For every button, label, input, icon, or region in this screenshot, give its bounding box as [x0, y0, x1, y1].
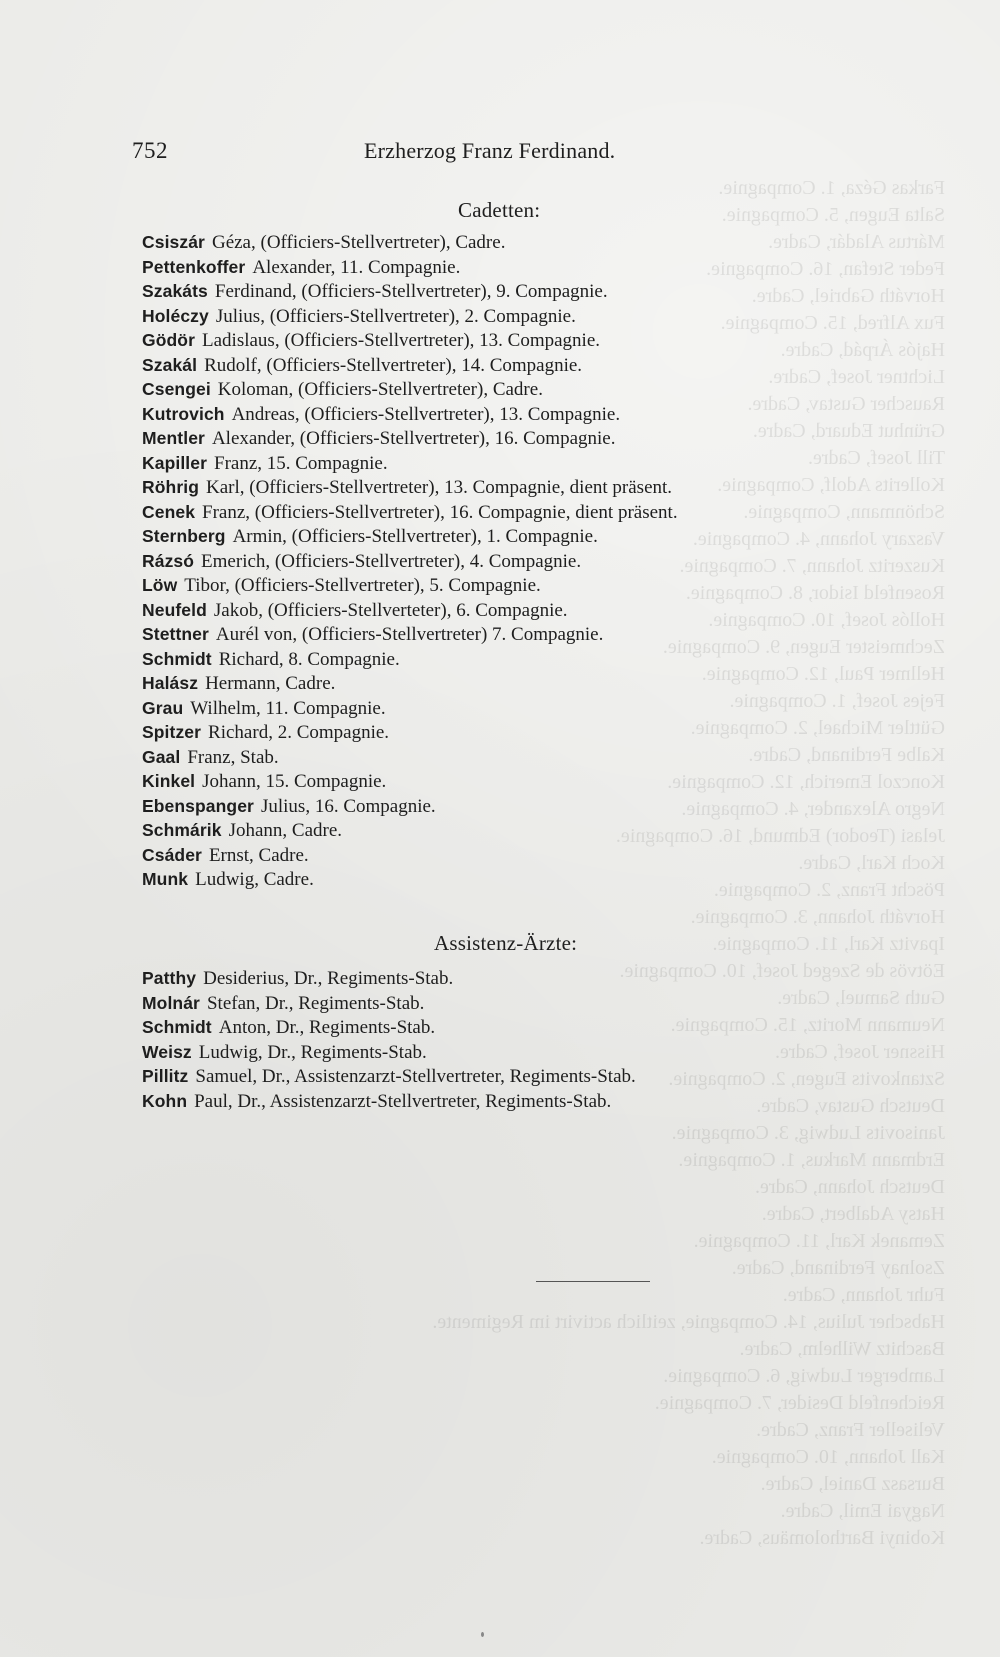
entry-detail: Wilhelm, 11. Compagnie.	[190, 697, 386, 719]
entry-surname: Csengei	[142, 379, 211, 399]
entry-detail: Emerich, (Officiers-Stellvertreter), 4. Compagnie.	[201, 550, 582, 572]
assistenz-aerzte-list	[142, 966, 636, 1113]
bleed-through-line: Zemanek Karl, 11. Compagnie.	[693, 1230, 945, 1252]
entry-detail: Rudolf, (Officiers-Stellvertreter), 14. Compagnie.	[204, 354, 583, 376]
bleed-through-line: Güttler Michael, 2. Compagnie.	[690, 717, 945, 739]
bleed-through-line: Hatsy Adalbert, Cadre.	[761, 1203, 945, 1225]
entry-detail: Ladislaus, (Officiers-Stellvertreter), 13. Compagnie.	[202, 330, 600, 351]
bleed-through-line: Grünhut Eduard, Cadre.	[752, 420, 945, 442]
bleed-through-line: Hajós Árpád, Cadre.	[780, 339, 945, 361]
bleed-through-line: Negro Alexander, 4. Compagnie.	[681, 798, 945, 820]
entry-detail: Franz, Stab.	[187, 746, 279, 768]
entry-surname: Sternberg	[142, 526, 226, 546]
entry-surname: Stettner	[142, 624, 209, 644]
bleed-through-line: Hissner Josef, Cadre.	[775, 1041, 945, 1063]
bleed-through-line: Ipavitz Karl, 11. Compagnie.	[712, 933, 945, 955]
bleed-through-line: Kalbe Ferdinand, Cadre.	[748, 744, 945, 766]
bleed-through-line: Veliseller Franz, Cadre.	[756, 1419, 945, 1441]
entry-detail: Alexander, (Officiers-Stellvertreter), 16. Compagnie.	[211, 428, 616, 449]
cadet-entry	[142, 353, 678, 378]
bleed-through-line: Guth Samuel, Cadre.	[777, 987, 945, 1009]
bleed-through-line: Hellmer Paul, 12. Compagnie.	[701, 663, 945, 685]
bleed-through-line: Nagyai Emil, Cadre.	[780, 1500, 945, 1522]
cadet-entry	[142, 647, 678, 672]
entry-surname: Röhrig	[142, 477, 199, 497]
bleed-through-line: Kall Johann, 10. Compagnie.	[711, 1446, 945, 1468]
cadet-entry	[142, 720, 678, 745]
arzt-entry	[142, 991, 636, 1016]
bleed-through-line: Sztankovits Eugen, 2. Compagnie.	[668, 1068, 945, 1090]
bleed-through-line: Kobinyi Bartholomäus, Cadre.	[699, 1527, 945, 1549]
entry-detail: Armin, (Officiers-Stellvertreter), 1. Compagnie.	[232, 526, 598, 547]
arzt-entry	[142, 1064, 636, 1089]
arzt-entry	[142, 1040, 636, 1065]
entry-detail: Hermann, Cadre.	[205, 673, 336, 694]
entry-surname: Pillitz	[142, 1066, 189, 1086]
entry-surname: Halász	[142, 673, 199, 693]
cadet-entry	[142, 451, 678, 476]
cadet-entry	[142, 328, 678, 353]
bleed-through-line: Erdmann Markus, 1. Compagnie.	[678, 1149, 945, 1171]
entry-surname: Neufeld	[142, 599, 207, 620]
entry-detail: Géza, (Officiers-Stellvertreter), Cadre.	[211, 232, 506, 253]
cadet-entry	[142, 696, 678, 721]
entry-surname: Patthy	[142, 968, 197, 988]
entry-surname: Munk	[142, 869, 189, 889]
entry-detail: Paul, Dr., Assistenzarzt-Stellvertreter, Regiments-Stab.	[194, 1090, 612, 1112]
bleed-through-line: Jelasi (Teodor) Edmund, 16. Compagnie.	[615, 825, 945, 847]
bleed-through-line: Rosenfeld Isidor, 8. Compagnie.	[685, 582, 945, 604]
bleed-through-line: Schönmann, Compagnie.	[743, 501, 945, 523]
entry-surname: Kohn	[142, 1090, 188, 1111]
entry-surname: Grau	[142, 697, 184, 718]
cadet-entry	[142, 818, 678, 843]
cadet-entry	[142, 304, 678, 329]
page-header	[132, 138, 632, 178]
entry-surname: Kinkel	[142, 771, 196, 791]
entry-detail: Ernst, Cadre.	[208, 844, 309, 866]
bleed-through-line: Konczol Emerich, 12. Compagnie.	[667, 771, 945, 793]
cadet-entry	[142, 377, 678, 402]
running-head: Erzherzog Franz Ferdinand.	[364, 138, 616, 163]
entry-detail: Ludwig, Cadre.	[195, 869, 314, 890]
entry-detail: Johann, 15. Compagnie.	[202, 771, 387, 792]
entry-detail: Samuel, Dr., Assistenzarzt-Stellvertreter, Regiments-Stab.	[195, 1066, 636, 1087]
entry-surname: Holéczy	[142, 305, 209, 326]
bleed-through-line: Mártus Aladár, Cadre.	[768, 231, 945, 253]
bleed-through-line: Pöscht Franz, 2. Compagnie.	[713, 879, 945, 901]
entry-detail: Franz, (Officiers-Stellvertreter), 16. Compagnie, dient präsent.	[202, 501, 678, 523]
entry-detail: Tibor, (Officiers-Stellvertreter), 5. Compagnie.	[184, 575, 541, 596]
bleed-through-line: Koch Karl, Cadre.	[798, 852, 945, 874]
bleed-through-line: Baschitz Wilhelm, Cadre.	[739, 1338, 945, 1360]
entry-surname: Gödör	[142, 330, 195, 350]
separator-rule	[536, 1281, 650, 1282]
entry-detail: Ferdinand, (Officiers-Stellvertreter), 9. Compagnie.	[214, 281, 608, 302]
cadetten-list	[142, 230, 678, 892]
bleed-through-line: Habscher Julius, 14. Compagnie, zeitlich activirt im Regimente.	[432, 1311, 945, 1333]
cadet-entry	[142, 426, 678, 451]
bleed-through-line: Janisovits Ludwig, 3. Compagnie.	[671, 1122, 945, 1144]
bleed-through-line: Horváth Gabriel, Cadre.	[751, 285, 945, 307]
bleed-through-line: Reichenfeld Desider, 7. Compagnie.	[654, 1392, 945, 1414]
cadet-entry	[142, 843, 678, 868]
bleed-through-line: Neumann Moritz, 15. Compagnie.	[670, 1014, 945, 1036]
entry-surname: Kutrovich	[142, 403, 225, 424]
bleed-through-line: Bursasz Daniel, Cadre.	[760, 1473, 945, 1495]
entry-surname: Mentler	[142, 428, 205, 448]
bleed-through-line: Eötvös de Szeged Josef, 10. Compagnie.	[619, 960, 945, 982]
bleed-through-line: Salta Eugen, 5. Compagnie.	[721, 204, 945, 226]
entry-surname: Pettenkoffer	[142, 256, 246, 277]
cadet-entry	[142, 524, 678, 549]
entry-detail: Anton, Dr., Regiments-Stab.	[218, 1017, 436, 1038]
entry-surname: Kapiller	[142, 452, 207, 473]
bleed-through-line: Rauscher Gustav, Cadre.	[747, 393, 945, 415]
entry-surname: Szakál	[142, 354, 198, 375]
cadet-entry	[142, 475, 678, 500]
bleed-through-line: Deutsch Gustav, Cadre.	[756, 1095, 945, 1117]
entry-detail: Johann, Cadre.	[228, 820, 343, 841]
bleed-through-line: Lamberger Ludwig, 6. Compagnie.	[663, 1365, 945, 1387]
entry-surname: Ebenspanger	[142, 795, 254, 816]
cadet-entry	[142, 402, 678, 427]
entry-detail: Aurél von, (Officiers-Stellvertreter) 7. Compagnie.	[215, 624, 604, 645]
cadet-entry	[142, 622, 678, 647]
bleed-through-line: Horváth Johann, 3. Compagnie.	[690, 906, 945, 928]
entry-surname: Schmidt	[142, 648, 212, 669]
bleed-through-line: Hollós Josef, 10. Compagnie.	[708, 609, 945, 631]
cadet-entry	[142, 867, 678, 892]
cadetten-heading: Cadetten:	[458, 198, 541, 222]
cadet-entry	[142, 745, 678, 770]
entry-detail: Andreas, (Officiers-Stellvertreter), 13. Compagnie.	[231, 403, 621, 425]
entry-surname: Szakáts	[142, 281, 208, 301]
paper-speck	[481, 1632, 484, 1637]
bleed-through-line: Kuszeritz Johann, 7. Compagnie.	[679, 555, 945, 577]
entry-surname: Gaal	[142, 746, 181, 767]
entry-surname: Rázsó	[142, 550, 195, 571]
bleed-through-line: Zsolnay Ferdinand, Cadre.	[731, 1257, 945, 1279]
entry-surname: Spitzer	[142, 722, 202, 742]
bleed-through-line: Zechmeister Eugen, 9. Compagnie.	[662, 636, 945, 658]
entry-surname: Csiszár	[142, 232, 205, 252]
cadet-entry	[142, 279, 678, 304]
cadet-entry	[142, 769, 678, 794]
entry-surname: Csáder	[142, 844, 202, 865]
entry-surname: Molnár	[142, 992, 200, 1013]
entry-detail: Desiderius, Dr., Regiments-Stab.	[203, 968, 454, 989]
cadet-entry	[142, 230, 678, 255]
entry-surname: Löw	[142, 575, 178, 595]
entry-surname: Schmárik	[142, 820, 222, 840]
entry-detail: Stefan, Dr., Regiments-Stab.	[206, 992, 425, 1014]
entry-detail: Jakob, (Officiers-Stellverteter), 6. Compagnie.	[213, 599, 568, 621]
assistenz-aerzte-heading: Assistenz-Ärzte:	[434, 931, 578, 955]
entry-detail: Richard, 8. Compagnie.	[218, 648, 400, 670]
entry-detail: Julius, (Officiers-Stellvertreter), 2. Compagnie.	[215, 305, 576, 327]
entry-surname: Cenek	[142, 501, 196, 522]
cadet-entry	[142, 598, 678, 623]
bleed-through-line: Deutsch Johann, Cadre.	[755, 1176, 945, 1198]
arzt-entry	[142, 1089, 636, 1114]
cadet-entry	[142, 500, 678, 525]
entry-detail: Ludwig, Dr., Regiments-Stab.	[198, 1041, 427, 1063]
bleed-through-line: Till Josef, Cadre.	[807, 447, 945, 469]
bleed-through-line: Kollerits Adolf, Compagnie.	[717, 474, 945, 496]
entry-detail: Julius, 16. Compagnie.	[260, 795, 436, 817]
entry-surname: Weisz	[142, 1041, 192, 1062]
bleed-through-line: Farkas Géza, 1. Compagnie.	[718, 177, 945, 199]
arzt-entry	[142, 966, 636, 991]
entry-detail: Alexander, 11. Compagnie.	[252, 256, 461, 278]
bleed-through-line: Feder Stefan, 16. Compagnie.	[706, 258, 945, 280]
bleed-through-line: Fux Alfred, 15. Compagnie.	[720, 312, 945, 334]
page-number: 752	[132, 138, 168, 163]
bleed-through-line: Lichtner Josef, Cadre.	[768, 366, 945, 388]
entry-detail: Koloman, (Officiers-Stellvertreter), Cadre.	[217, 379, 543, 400]
cadet-entry	[142, 794, 678, 819]
cadet-entry	[142, 671, 678, 696]
cadet-entry	[142, 549, 678, 574]
bleed-through-line: Vaszary Johann, 4. Compagnie.	[692, 528, 945, 550]
bleed-through-line: Fuhr Johann, Cadre.	[782, 1284, 945, 1306]
entry-detail: Richard, 2. Compagnie.	[208, 722, 390, 743]
arzt-entry	[142, 1015, 636, 1040]
entry-detail: Franz, 15. Compagnie.	[214, 452, 388, 474]
bleed-through-line: Fejes Josef, 1. Compagnie.	[729, 690, 945, 712]
entry-surname: Schmidt	[142, 1017, 212, 1037]
entry-detail: Karl, (Officiers-Stellvertreter), 13. Compagnie, dient präsent.	[205, 477, 673, 498]
cadet-entry	[142, 573, 678, 598]
cadet-entry	[142, 255, 678, 280]
